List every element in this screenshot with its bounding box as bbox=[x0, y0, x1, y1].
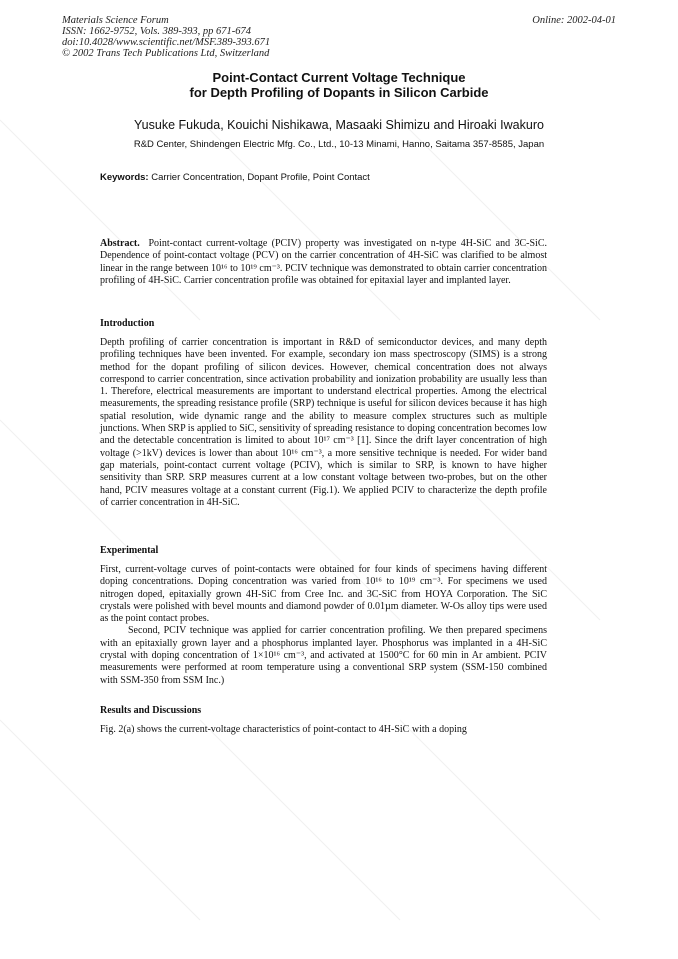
journal-header bbox=[62, 15, 270, 59]
experimental-paragraph-1: First, current-voltage curves of point-contacts were obtained for four kinds of specimens having different doping concentrations. Doping concentration was varied from 10¹⁶ to 10¹⁹ cm⁻³. For specimens we used nitrogen doped, epitaxially grown 4H-SiC from Cree Inc. and 3C-SiC from HOYA Corporation. The SiC crystals were polished with bevel mounts and diamond powder of 0.01µm diameter. W-Os alloy tips were used as the point contact probes. bbox=[100, 564, 547, 625]
doi-line[interactable]: doi:10.4028/www.scientific.net/MSF.389-393.671 bbox=[62, 37, 271, 48]
experimental-paragraph-2: Second, PCIV technique was applied for carrier concentration profiling. We then prepared specimens with an epitaxially grown layer and a phosphorus implanted layer. Phosphorus was implanted in a 4H-SiC crystal with doping concentration of 1×10¹⁶ cm⁻³, and activated at 1500°C for 60 min in Ar ambient. PCIV measurements were performed at room temperature using a conventional SRP system (SSM-150 combined with SSM-350 from SSM Inc.) bbox=[100, 625, 547, 686]
keywords-label: Keywords: bbox=[100, 172, 149, 183]
experimental-section bbox=[100, 564, 547, 687]
keywords-line bbox=[100, 172, 370, 183]
introduction-heading: Introduction bbox=[100, 318, 155, 329]
keywords-text: Carrier Concentration, Dopant Profile, Point Contact bbox=[151, 172, 370, 183]
title-line-1: Point-Contact Current Voltage Technique bbox=[212, 70, 466, 85]
experimental-heading: Experimental bbox=[100, 545, 159, 556]
abstract-block bbox=[100, 238, 547, 287]
journal-name: Materials Science Forum bbox=[62, 15, 169, 26]
results-heading: Results and Discussions bbox=[100, 705, 202, 716]
affiliation: R&D Center, Shindengen Electric Mfg. Co., Ltd., 10-13 Minami, Hanno, Saitama 357-8585, Japan bbox=[133, 139, 545, 150]
paper-title bbox=[0, 70, 678, 100]
online-date: Online: 2002-04-01 bbox=[532, 15, 616, 26]
abstract-label: Abstract. bbox=[100, 238, 140, 249]
author-list: Yusuke Fukuda, Kouichi Nishikawa, Masaaki Shimizu and Hiroaki Iwakuro bbox=[134, 118, 544, 132]
copyright-line: © 2002 Trans Tech Publications Ltd, Switzerland bbox=[62, 48, 270, 59]
introduction-text: Depth profiling of carrier concentration is important in R&D of semiconductor devices, and many depth profiling techniques have been invented. For example, secondary ion mass spectroscopy (SIMS) is a strong method for the dopant profiling of silicon devices. However, chemical concentration does not always correspond to carrier concentration, since activation probability and ionization probability are usually less than 1. Therefore, electrical measurements are important to understand electrical properties. Among the electrical measurements, the spreading resistance profile (SRP) technique is useful for silicon devices because it has high spatial resolution, wide dynamic range and the ability to measure complex structures such as multiple junctions. When SRP is applied to SiC, sensitivity of spreading resistance to doping concentration becomes low and the detectable concentration is limited to about 10¹⁷ cm⁻³ [1]. Since the drift layer concentration of high voltage (>1kV) devices is lower than about 10¹⁶ cm⁻³, a more sensitive technique is needed. For wider band gap materials, point-contact current voltage (PCIV), which is similar to SRP, is known to have higher sensitivity than SRP. SRP measures current at a low constant voltage between two-probes, but on the other hand, PCIV measures voltage at a constant current (Fig.1). We applied PCIV to characterize the depth profile of carrier concentration in 4H-SiC. bbox=[100, 337, 547, 508]
title-line-2: for Depth Profiling of Dopants in Silicon Carbide bbox=[189, 85, 489, 100]
results-text: Fig. 2(a) shows the current-voltage characteristics of point-contact to 4H-SiC with a doping bbox=[100, 724, 467, 735]
issn-line: ISSN: 1662-9752, Vols. 389-393, pp 671-674 bbox=[62, 26, 251, 37]
abstract-text: Point-contact current-voltage (PCIV) property was investigated on n-type 4H-SiC and 3C-SiC. Dependence of point-contact voltage (PCV) on the carrier concentration of 4H-SiC was clarified to be almost linear in the range between 10¹⁶ to 10¹⁹ cm⁻³. PCIV technique was demonstrated to obtain carrier concentration profiling of 4H-SiC. Carrier concentration profile was obtained for epitaxial layer and implanted layer. bbox=[100, 238, 548, 286]
